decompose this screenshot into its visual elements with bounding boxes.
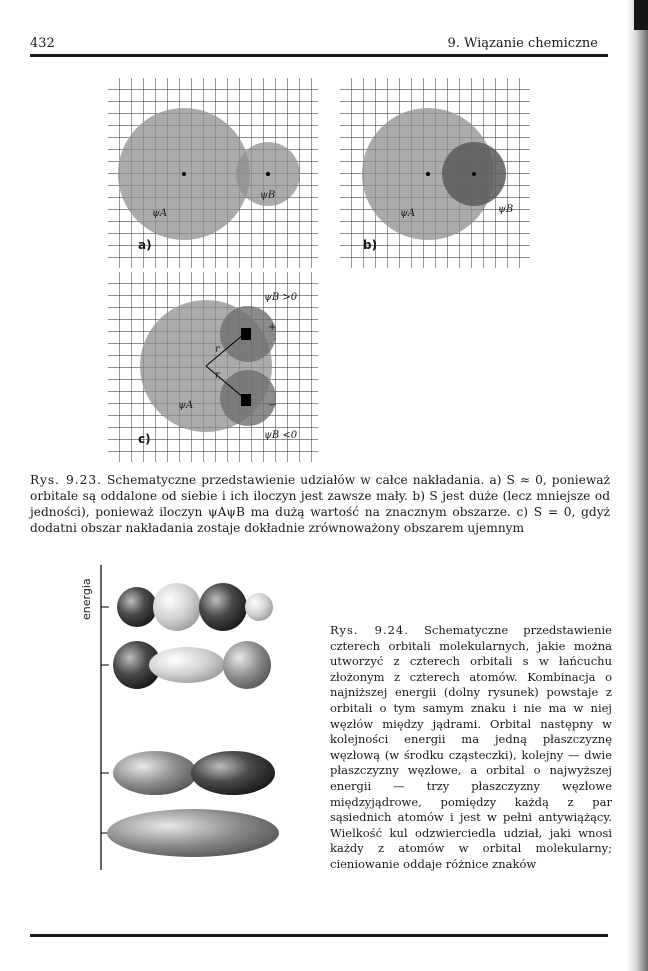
page-number: 432 [30, 36, 55, 51]
panel-b-psi-b: ψB [498, 204, 514, 215]
page-edge-shadow [626, 0, 648, 971]
panel-c-label: c) [138, 432, 151, 446]
panel-a-label: a) [138, 238, 152, 252]
page-edge-corner [634, 0, 648, 30]
panel-a-psi-b: ψB [260, 190, 276, 201]
caption-text: Schematyczne przedstawienie udziałów w całce nakładania. a) S ≈ 0, ponieważ orbitale są oddalone od siebie i ich iloczyn jest zawsze mały. b) S jest duże (lecz mniejsze od jedności), ponieważ iloczyn ψAψB ma dużą wartość na znacznym obszarze. c) S = 0, gdyż dodatni obszar nakładania zostaje dokładnie zrównoważony obszarem ujemnym [30, 473, 610, 535]
panel-b-psi-a: ψA [400, 208, 416, 219]
panel-c-minus-sign: − [268, 400, 277, 411]
header-rule [30, 54, 608, 57]
energy-axis-label: energia [80, 578, 93, 620]
caption-text: Schematyczne przedstawienie czterech orbitali molekularnych, jakie można utworzyć z czterech orbitali s w łańcuchu złożonym z czterech atomów. Kombinacja o najniższej energii (dolny rysunek) powstaje z orbitali o tym samym znaku i nie ma w niej węzłów między jądrami. Orbital następny w kolejności energii ma jedną płaszczyznę węzłową (w środku cząsteczki), kolejny — dwie płaszczyzny węzłowe, a orbital o najwyższej energii — trzy płaszczyzny węzłowe międzyjądrowe, pomiędzy każdą z par sąsiednich atomów i jest w pełni antywiążący. Wielkość kul odzwierciedla udział, jaki wnosi każdy z atomów w orbital molekularny; cieniowanie oddaje różnice znaków [330, 623, 612, 871]
footer-rule [30, 934, 608, 937]
caption-figure-9-23 [30, 472, 610, 536]
running-header: 9. Wiązanie chemiczne [447, 36, 598, 51]
panel-c-psi-b-positive: ψB >0 [264, 292, 298, 303]
panel-b-label: b) [363, 238, 378, 252]
caption-label: Rys. 9.23. [30, 473, 103, 487]
panel-c-r-lower: r [215, 370, 220, 381]
panel-a-psi-a: ψA [152, 208, 168, 219]
caption-label: Rys. 9.24. [330, 623, 409, 637]
figure-9-24-orbitals [95, 565, 295, 875]
panel-c-r-upper: r [215, 344, 220, 355]
panel-c-plus-sign: + [268, 322, 277, 333]
panel-c-psi-a: ψA [178, 400, 194, 411]
panel-c-psi-b-negative: ψB <0 [264, 430, 298, 441]
caption-figure-9-24 [330, 623, 612, 873]
